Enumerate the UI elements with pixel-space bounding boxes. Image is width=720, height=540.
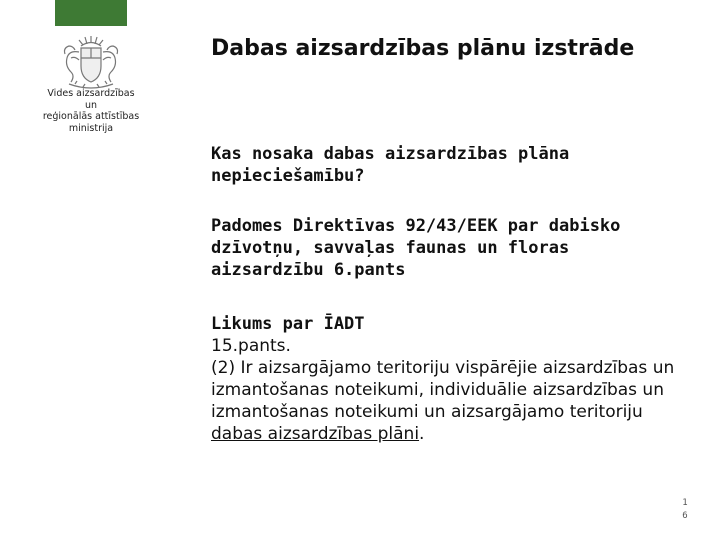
- directive-text: Padomes Direktīvas 92/43/EEK par dabisko dzīvotņu, savvaļas faunas un floras aizsardzību 6.pants: [211, 216, 621, 280]
- law-article: 15.pants.: [211, 336, 291, 356]
- ministry-line: ministrija: [68, 122, 114, 134]
- ministry-name: [40, 88, 142, 134]
- law-text-end: .: [419, 424, 425, 444]
- page-number-digit: 1: [682, 498, 688, 508]
- law-heading: Likums par ĪADT: [211, 314, 365, 334]
- law-text: (2) Ir aizsargājamo teritoriju vispārējie aizsardzības un izmantošanas noteikumi, individuālie aizsardzības un izmantošanas noteikumi un aizsargājamo teritoriju: [211, 358, 675, 422]
- ministry-line: Vides aizsardzības un: [47, 88, 135, 111]
- law-paragraph: [211, 357, 681, 445]
- question-text: Kas nosaka dabas aizsardzības plāna nepieciešamību?: [211, 144, 570, 186]
- page-number-digit: 6: [682, 511, 688, 521]
- page-number: [679, 497, 691, 523]
- slide-title: Dabas aizsardzības plānu izstrāde: [211, 36, 635, 61]
- logo-green-bar: [55, 0, 127, 26]
- latvia-coat-of-arms-icon: [57, 34, 125, 90]
- law-block: [211, 313, 681, 445]
- ministry-line: reģionālās attīstības: [42, 111, 140, 122]
- law-underlined-text: dabas aizsardzības plāni: [211, 424, 420, 444]
